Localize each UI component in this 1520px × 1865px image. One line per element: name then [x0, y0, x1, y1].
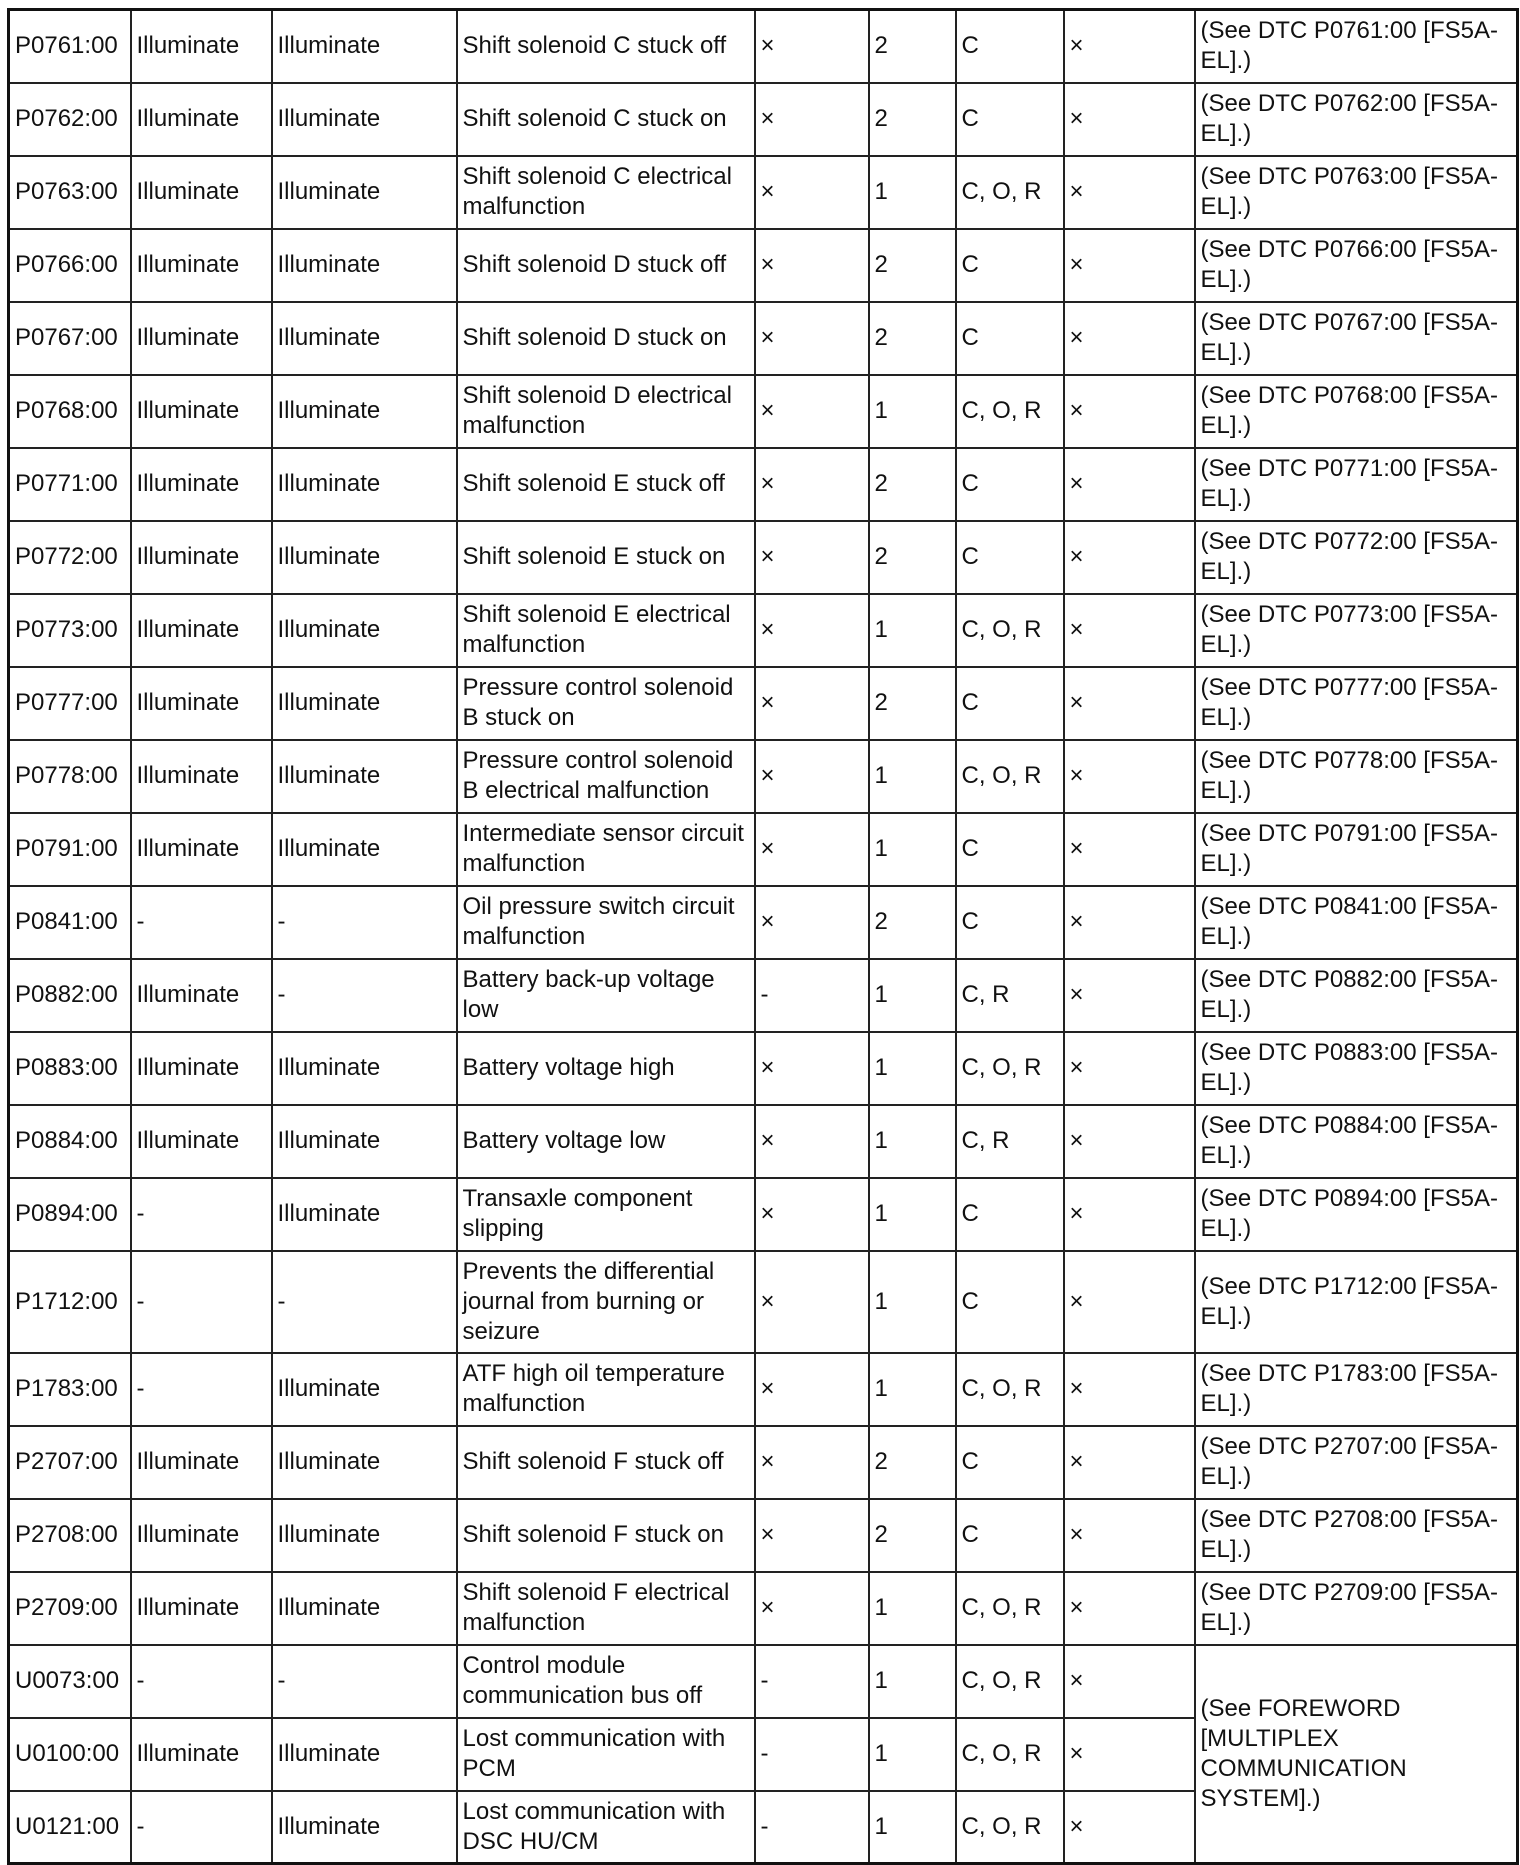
drive-cycle: 1 — [869, 1718, 956, 1791]
hold-indicator: Illuminate — [272, 10, 457, 83]
hold-indicator: Illuminate — [272, 156, 457, 229]
fail-safe-mark: × — [755, 156, 869, 229]
hold-indicator: Illuminate — [272, 1718, 457, 1791]
fail-safe-mark: - — [755, 1718, 869, 1791]
detection-condition: Shift solenoid C electrical malfunction — [457, 156, 755, 229]
drive-cycle: 2 — [869, 302, 956, 375]
detection-condition: Transaxle component slipping — [457, 1178, 755, 1251]
detection-condition: Pressure control solenoid B stuck on — [457, 667, 755, 740]
drive-cycle: 1 — [869, 1105, 956, 1178]
self-test-type: C — [956, 521, 1064, 594]
dtc-code: P0767:00 — [9, 302, 131, 375]
dtc-code: P2707:00 — [9, 1426, 131, 1499]
fail-safe-mark: × — [755, 1572, 869, 1645]
table-row — [9, 156, 1518, 229]
drive-cycle: 1 — [869, 1791, 956, 1864]
memory-function-mark: × — [1064, 1426, 1195, 1499]
dtc-code: P0777:00 — [9, 667, 131, 740]
hold-indicator: - — [272, 1251, 457, 1353]
self-test-type: C — [956, 83, 1064, 156]
memory-function-mark: × — [1064, 1178, 1195, 1251]
mil-status: Illuminate — [131, 1718, 272, 1791]
self-test-type: C, O, R — [956, 1645, 1064, 1718]
detection-condition: Shift solenoid E stuck on — [457, 521, 755, 594]
dtc-code: P2708:00 — [9, 1499, 131, 1572]
detection-condition: Shift solenoid D electrical malfunction — [457, 375, 755, 448]
mil-status: Illuminate — [131, 813, 272, 886]
mil-status: - — [131, 1353, 272, 1426]
self-test-type: C, O, R — [956, 1032, 1064, 1105]
dtc-code: P0762:00 — [9, 83, 131, 156]
service-info-page: (See DTC P0762:00 [FS5A-EL].) — [1195, 83, 1518, 156]
memory-function-mark: × — [1064, 959, 1195, 1032]
self-test-type: C — [956, 10, 1064, 83]
mil-status: Illuminate — [131, 1032, 272, 1105]
detection-condition: Pressure control solenoid B electrical malfunction — [457, 740, 755, 813]
memory-function-mark: × — [1064, 1105, 1195, 1178]
service-info-page: (See DTC P2709:00 [FS5A-EL].) — [1195, 1572, 1518, 1645]
memory-function-mark: × — [1064, 448, 1195, 521]
self-test-type: C — [956, 302, 1064, 375]
table-row — [9, 448, 1518, 521]
mil-status: Illuminate — [131, 302, 272, 375]
detection-condition: Battery back-up voltage low — [457, 959, 755, 1032]
detection-condition: Shift solenoid F stuck off — [457, 1426, 755, 1499]
memory-function-mark: × — [1064, 740, 1195, 813]
drive-cycle: 2 — [869, 448, 956, 521]
hold-indicator: Illuminate — [272, 1105, 457, 1178]
fail-safe-mark: × — [755, 83, 869, 156]
dtc-code: P0766:00 — [9, 229, 131, 302]
dtc-code: P0761:00 — [9, 10, 131, 83]
fail-safe-mark: × — [755, 740, 869, 813]
dtc-code: P0771:00 — [9, 448, 131, 521]
table-row — [9, 375, 1518, 448]
hold-indicator: Illuminate — [272, 1499, 457, 1572]
mil-status: - — [131, 1791, 272, 1864]
memory-function-mark: × — [1064, 1353, 1195, 1426]
dtc-code: P0768:00 — [9, 375, 131, 448]
memory-function-mark: × — [1064, 813, 1195, 886]
drive-cycle: 1 — [869, 1251, 956, 1353]
dtc-code: U0100:00 — [9, 1718, 131, 1791]
table-row — [9, 1353, 1518, 1426]
table-row — [9, 229, 1518, 302]
self-test-type: C, O, R — [956, 594, 1064, 667]
mil-status: Illuminate — [131, 959, 272, 1032]
hold-indicator: Illuminate — [272, 1572, 457, 1645]
memory-function-mark: × — [1064, 1572, 1195, 1645]
drive-cycle: 2 — [869, 83, 956, 156]
dtc-code: P0882:00 — [9, 959, 131, 1032]
dtc-code: U0121:00 — [9, 1791, 131, 1864]
detection-condition: Battery voltage low — [457, 1105, 755, 1178]
self-test-type: C — [956, 229, 1064, 302]
drive-cycle: 1 — [869, 594, 956, 667]
table-row — [9, 886, 1518, 959]
service-info-page: (See DTC P0771:00 [FS5A-EL].) — [1195, 448, 1518, 521]
memory-function-mark: × — [1064, 156, 1195, 229]
table-row — [9, 1178, 1518, 1251]
detection-condition: ATF high oil temperature malfunction — [457, 1353, 755, 1426]
fail-safe-mark: × — [755, 521, 869, 594]
memory-function-mark: × — [1064, 1718, 1195, 1791]
self-test-type: C, O, R — [956, 1791, 1064, 1864]
self-test-type: C — [956, 667, 1064, 740]
fail-safe-mark: × — [755, 375, 869, 448]
mil-status: Illuminate — [131, 448, 272, 521]
fail-safe-mark: - — [755, 959, 869, 1032]
service-info-page: (See DTC P0778:00 [FS5A-EL].) — [1195, 740, 1518, 813]
hold-indicator: - — [272, 886, 457, 959]
dtc-code: P0894:00 — [9, 1178, 131, 1251]
service-info-page: (See FOREWORD [MULTIPLEX COMMUNICATION SYSTEM].) — [1195, 1645, 1518, 1864]
hold-indicator: Illuminate — [272, 375, 457, 448]
mil-status: Illuminate — [131, 1572, 272, 1645]
fail-safe-mark: × — [755, 594, 869, 667]
self-test-type: C — [956, 1178, 1064, 1251]
service-info-page: (See DTC P0791:00 [FS5A-EL].) — [1195, 813, 1518, 886]
drive-cycle: 2 — [869, 1426, 956, 1499]
drive-cycle: 1 — [869, 1572, 956, 1645]
table-row — [9, 521, 1518, 594]
table-row — [9, 594, 1518, 667]
dtc-table — [7, 8, 1519, 1865]
service-info-page: (See DTC P0883:00 [FS5A-EL].) — [1195, 1032, 1518, 1105]
memory-function-mark: × — [1064, 1032, 1195, 1105]
table-row — [9, 1572, 1518, 1645]
drive-cycle: 2 — [869, 229, 956, 302]
mil-status: Illuminate — [131, 229, 272, 302]
mil-status: Illuminate — [131, 156, 272, 229]
detection-condition: Shift solenoid F electrical malfunction — [457, 1572, 755, 1645]
drive-cycle: 2 — [869, 10, 956, 83]
fail-safe-mark: × — [755, 1105, 869, 1178]
dtc-code: P1712:00 — [9, 1251, 131, 1353]
service-info-page: (See DTC P0766:00 [FS5A-EL].) — [1195, 229, 1518, 302]
table-row — [9, 740, 1518, 813]
mil-status: Illuminate — [131, 594, 272, 667]
detection-condition: Shift solenoid D stuck off — [457, 229, 755, 302]
memory-function-mark: × — [1064, 83, 1195, 156]
hold-indicator: Illuminate — [272, 521, 457, 594]
table-row — [9, 1032, 1518, 1105]
fail-safe-mark: × — [755, 10, 869, 83]
fail-safe-mark: × — [755, 1426, 869, 1499]
table-row — [9, 10, 1518, 83]
detection-condition: Shift solenoid D stuck on — [457, 302, 755, 375]
mil-status: - — [131, 1645, 272, 1718]
service-info-page: (See DTC P0767:00 [FS5A-EL].) — [1195, 302, 1518, 375]
dtc-code: U0073:00 — [9, 1645, 131, 1718]
memory-function-mark: × — [1064, 886, 1195, 959]
fail-safe-mark: × — [755, 813, 869, 886]
table-row — [9, 1645, 1518, 1718]
drive-cycle: 1 — [869, 740, 956, 813]
detection-condition: Battery voltage high — [457, 1032, 755, 1105]
fail-safe-mark: × — [755, 667, 869, 740]
detection-condition: Shift solenoid C stuck off — [457, 10, 755, 83]
table-row — [9, 1251, 1518, 1353]
self-test-type: C — [956, 1499, 1064, 1572]
mil-status: Illuminate — [131, 375, 272, 448]
fail-safe-mark: × — [755, 1178, 869, 1251]
table-row — [9, 1426, 1518, 1499]
detection-condition: Control module communication bus off — [457, 1645, 755, 1718]
drive-cycle: 1 — [869, 1178, 956, 1251]
fail-safe-mark: × — [755, 1499, 869, 1572]
hold-indicator: Illuminate — [272, 813, 457, 886]
mil-status: Illuminate — [131, 1499, 272, 1572]
drive-cycle: 1 — [869, 1645, 956, 1718]
memory-function-mark: × — [1064, 521, 1195, 594]
mil-status: Illuminate — [131, 1105, 272, 1178]
hold-indicator: Illuminate — [272, 1178, 457, 1251]
service-info-page: (See DTC P2707:00 [FS5A-EL].) — [1195, 1426, 1518, 1499]
service-info-page: (See DTC P1712:00 [FS5A-EL].) — [1195, 1251, 1518, 1353]
dtc-table-body — [9, 10, 1518, 1864]
detection-condition: Oil pressure switch circuit malfunction — [457, 886, 755, 959]
fail-safe-mark: × — [755, 886, 869, 959]
drive-cycle: 1 — [869, 959, 956, 1032]
hold-indicator: Illuminate — [272, 302, 457, 375]
table-row — [9, 667, 1518, 740]
self-test-type: C, O, R — [956, 156, 1064, 229]
service-info-page: (See DTC P0761:00 [FS5A-EL].) — [1195, 10, 1518, 83]
fail-safe-mark: × — [755, 1251, 869, 1353]
service-info-page: (See DTC P0894:00 [FS5A-EL].) — [1195, 1178, 1518, 1251]
service-info-page: (See DTC P2708:00 [FS5A-EL].) — [1195, 1499, 1518, 1572]
memory-function-mark: × — [1064, 10, 1195, 83]
table-row — [9, 813, 1518, 886]
self-test-type: C, O, R — [956, 740, 1064, 813]
hold-indicator: Illuminate — [272, 229, 457, 302]
fail-safe-mark: × — [755, 448, 869, 521]
hold-indicator: Illuminate — [272, 1353, 457, 1426]
fail-safe-mark: × — [755, 302, 869, 375]
detection-condition: Shift solenoid F stuck on — [457, 1499, 755, 1572]
dtc-code: P2709:00 — [9, 1572, 131, 1645]
service-info-page: (See DTC P0763:00 [FS5A-EL].) — [1195, 156, 1518, 229]
service-info-page: (See DTC P0768:00 [FS5A-EL].) — [1195, 375, 1518, 448]
fail-safe-mark: - — [755, 1791, 869, 1864]
self-test-type: C — [956, 886, 1064, 959]
drive-cycle: 2 — [869, 667, 956, 740]
self-test-type: C, O, R — [956, 375, 1064, 448]
fail-safe-mark: × — [755, 229, 869, 302]
drive-cycle: 1 — [869, 813, 956, 886]
service-info-page: (See DTC P1783:00 [FS5A-EL].) — [1195, 1353, 1518, 1426]
service-info-page: (See DTC P0882:00 [FS5A-EL].) — [1195, 959, 1518, 1032]
detection-condition: Lost communication with DSC HU/CM — [457, 1791, 755, 1864]
dtc-code: P0772:00 — [9, 521, 131, 594]
detection-condition: Intermediate sensor circuit malfunction — [457, 813, 755, 886]
mil-status: - — [131, 1251, 272, 1353]
dtc-code: P0763:00 — [9, 156, 131, 229]
self-test-type: C — [956, 813, 1064, 886]
memory-function-mark: × — [1064, 1251, 1195, 1353]
hold-indicator: Illuminate — [272, 83, 457, 156]
table-row — [9, 1105, 1518, 1178]
memory-function-mark: × — [1064, 1791, 1195, 1864]
service-info-page: (See DTC P0772:00 [FS5A-EL].) — [1195, 521, 1518, 594]
hold-indicator: - — [272, 959, 457, 1032]
memory-function-mark: × — [1064, 302, 1195, 375]
self-test-type: C, O, R — [956, 1572, 1064, 1645]
dtc-code: P0778:00 — [9, 740, 131, 813]
hold-indicator: Illuminate — [272, 667, 457, 740]
self-test-type: C — [956, 448, 1064, 521]
service-info-page: (See DTC P0841:00 [FS5A-EL].) — [1195, 886, 1518, 959]
mil-status: Illuminate — [131, 740, 272, 813]
drive-cycle: 2 — [869, 521, 956, 594]
dtc-code: P0841:00 — [9, 886, 131, 959]
hold-indicator: Illuminate — [272, 1791, 457, 1864]
fail-safe-mark: × — [755, 1032, 869, 1105]
detection-condition: Shift solenoid C stuck on — [457, 83, 755, 156]
hold-indicator: Illuminate — [272, 1426, 457, 1499]
dtc-code: P0791:00 — [9, 813, 131, 886]
fail-safe-mark: - — [755, 1645, 869, 1718]
mil-status: Illuminate — [131, 1426, 272, 1499]
hold-indicator: Illuminate — [272, 740, 457, 813]
table-row — [9, 302, 1518, 375]
memory-function-mark: × — [1064, 375, 1195, 448]
hold-indicator: Illuminate — [272, 594, 457, 667]
self-test-type: C — [956, 1426, 1064, 1499]
dtc-code: P1783:00 — [9, 1353, 131, 1426]
drive-cycle: 1 — [869, 375, 956, 448]
service-info-page: (See DTC P0777:00 [FS5A-EL].) — [1195, 667, 1518, 740]
detection-condition: Shift solenoid E stuck off — [457, 448, 755, 521]
service-info-page: (See DTC P0773:00 [FS5A-EL].) — [1195, 594, 1518, 667]
detection-condition: Prevents the differential journal from burning or seizure — [457, 1251, 755, 1353]
memory-function-mark: × — [1064, 1645, 1195, 1718]
dtc-code: P0883:00 — [9, 1032, 131, 1105]
drive-cycle: 2 — [869, 1499, 956, 1572]
drive-cycle: 2 — [869, 886, 956, 959]
table-row — [9, 959, 1518, 1032]
mil-status: Illuminate — [131, 10, 272, 83]
mil-status: Illuminate — [131, 667, 272, 740]
dtc-code: P0773:00 — [9, 594, 131, 667]
memory-function-mark: × — [1064, 667, 1195, 740]
mil-status: - — [131, 886, 272, 959]
hold-indicator: - — [272, 1645, 457, 1718]
detection-condition: Shift solenoid E electrical malfunction — [457, 594, 755, 667]
self-test-type: C, R — [956, 959, 1064, 1032]
service-info-page: (See DTC P0884:00 [FS5A-EL].) — [1195, 1105, 1518, 1178]
hold-indicator: Illuminate — [272, 1032, 457, 1105]
memory-function-mark: × — [1064, 229, 1195, 302]
mil-status: - — [131, 1178, 272, 1251]
detection-condition: Lost communication with PCM — [457, 1718, 755, 1791]
dtc-code: P0884:00 — [9, 1105, 131, 1178]
table-row — [9, 83, 1518, 156]
memory-function-mark: × — [1064, 1499, 1195, 1572]
fail-safe-mark: × — [755, 1353, 869, 1426]
self-test-type: C, O, R — [956, 1718, 1064, 1791]
drive-cycle: 1 — [869, 1353, 956, 1426]
drive-cycle: 1 — [869, 1032, 956, 1105]
self-test-type: C, O, R — [956, 1353, 1064, 1426]
self-test-type: C, R — [956, 1105, 1064, 1178]
self-test-type: C — [956, 1251, 1064, 1353]
memory-function-mark: × — [1064, 594, 1195, 667]
drive-cycle: 1 — [869, 156, 956, 229]
table-row — [9, 1499, 1518, 1572]
hold-indicator: Illuminate — [272, 448, 457, 521]
mil-status: Illuminate — [131, 521, 272, 594]
mil-status: Illuminate — [131, 83, 272, 156]
